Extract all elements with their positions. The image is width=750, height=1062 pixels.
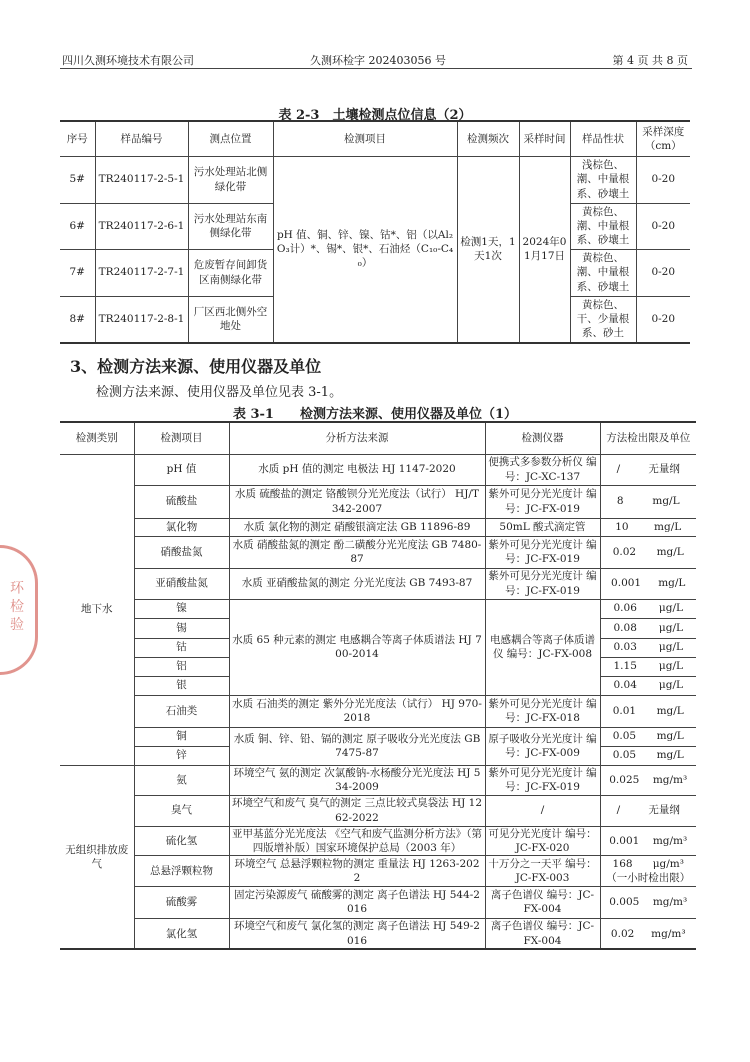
instrument: 电感耦合等离子体质谱仪 编号：JC-FX-008 (485, 599, 600, 695)
limit-value: / (616, 804, 621, 817)
table-row (60, 156, 690, 203)
table-row (60, 536, 696, 568)
detection-limit (600, 795, 696, 826)
limit-unit: mg/L (656, 730, 684, 743)
sample-location: 污水处理站北侧绿化带 (188, 156, 273, 203)
instrument: 50mL 酸式滴定管 (485, 518, 600, 536)
detection-limit (600, 855, 696, 886)
test-frequency: 检测1天，1天1次 (457, 156, 519, 343)
header-divider (60, 68, 692, 69)
sample-properties: 黄棕色、潮、中量根系、砂壤土 (570, 249, 636, 296)
sample-id: TR240117-2-6-1 (95, 203, 188, 249)
instrument: 原子吸收分光光度计 编号：JC-FX-009 (485, 727, 600, 765)
category-groundwater: 地下水 (60, 454, 134, 765)
analysis-method: 水质 铜、锌、铅、镉的测定 原子吸收分光光度法 GB 7475-87 (229, 727, 485, 765)
test-item: 硫化氢 (134, 826, 229, 855)
limit-unit: μg/L (658, 621, 683, 634)
test-item: 锌 (134, 746, 229, 765)
limit-value: 0.04 (613, 679, 637, 692)
detection-limit (600, 765, 696, 795)
sample-number: 8# (60, 296, 95, 343)
column-header: 样品性状 (570, 121, 636, 156)
analysis-method: 水质 氯化物的测定 硝酸银滴定法 GB 11896-89 (229, 518, 485, 536)
test-item: 镍 (134, 599, 229, 618)
limit-value: 168 (612, 857, 633, 870)
detection-limit (600, 657, 696, 676)
detection-limit (600, 485, 696, 518)
sample-number: 6# (60, 203, 95, 249)
table-row (60, 485, 696, 518)
limit-unit: mg/L (656, 545, 684, 558)
table-row (60, 599, 696, 618)
limit-value: 8 (616, 495, 624, 508)
analysis-method: 环境空气和废气 氯化氢的测定 离子色谱法 HJ 549-2016 (229, 918, 485, 949)
analysis-method: 水质 亚硝酸盐氮的测定 分光光度法 GB 7493-87 (229, 568, 485, 599)
sample-properties: 浅棕色、潮、中量根系、砂壤土 (570, 156, 636, 203)
column-header: 方法检出限及单位 (600, 422, 696, 454)
test-item: 氯化物 (134, 518, 229, 536)
analysis-method: 环境空气 总悬浮颗粒物的测定 重量法 HJ 1263-2022 (229, 855, 485, 886)
method-table (60, 421, 696, 950)
column-header: 检测仪器 (485, 422, 600, 454)
limit-unit: mg/m³ (652, 834, 688, 847)
sample-number: 5# (60, 156, 95, 203)
column-header: 测点位置 (188, 121, 273, 156)
detection-limit (600, 454, 696, 485)
sample-location: 污水处理站东南侧绿化带 (188, 203, 273, 249)
limit-unit: mg/m³ (652, 896, 688, 909)
table-row (60, 795, 696, 826)
analysis-method: 环境空气和废气 臭气的测定 三点比较式臭袋法 HJ 1262-2022 (229, 795, 485, 826)
test-item: 臭气 (134, 795, 229, 826)
limit-value: 0.005 (609, 896, 640, 909)
analysis-method: 水质 硫酸盐的测定 铬酸钡分光光度法（试行） HJ/T 342-2007 (229, 485, 485, 518)
limit-unit: mg/L (652, 495, 680, 508)
instrument: 十万分之一天平 编号：JC-FX-003 (485, 855, 600, 886)
instrument: 紫外可见分光光度计 编号：JC-FX-019 (485, 536, 600, 568)
instrument: 紫外可见分光光度计 编号：JC-FX-018 (485, 695, 600, 727)
limit-value: 0.08 (613, 621, 637, 634)
sample-properties: 黄棕色、干、少量根系、砂土 (570, 296, 636, 343)
table-2-3-title: 表 2-3 土壤检测点位信息（2） (278, 108, 472, 123)
instrument: 可见分光光度计 编号：JC-FX-020 (485, 826, 600, 855)
table-row (60, 695, 696, 727)
detection-limit (600, 727, 696, 746)
test-item: pH 值 (134, 454, 229, 485)
limit-unit: mg/L (654, 520, 682, 533)
test-item: 钴 (134, 638, 229, 657)
instrument: 离子色谱仪 编号：JC-FX-004 (485, 918, 600, 949)
limit-unit: mg/m³ (651, 927, 686, 940)
limit-value: 0.02 (610, 927, 635, 940)
detection-limit (600, 695, 696, 727)
limit-value: 0.001 (611, 577, 642, 590)
sample-id: TR240117-2-5-1 (95, 156, 188, 203)
limit-unit: mg/L (658, 577, 686, 590)
instrument: 便携式多参数分析仪 编号：JC-XC-137 (485, 454, 600, 485)
limit-value: / (616, 463, 621, 476)
analysis-method: 固定污染源废气 硫酸雾的测定 离子色谱法 HJ 544-2016 (229, 886, 485, 918)
table-row (60, 886, 696, 918)
limit-unit: mg/L (656, 749, 684, 762)
limit-value: 1.15 (613, 660, 637, 673)
soil-sampling-table (60, 120, 690, 344)
limit-unit: mg/L (656, 704, 684, 717)
detection-limit (600, 918, 696, 949)
test-item: 亚硝酸盐氮 (134, 568, 229, 599)
limit-note: （一小时检出限） (606, 871, 691, 884)
limit-value: 0.02 (612, 545, 637, 558)
page-number: 第 4 页 共 8 页 (612, 54, 688, 67)
company-name: 四川久测环境技术有限公司 (62, 54, 194, 67)
limit-unit: mg/m³ (652, 773, 688, 786)
table-row (60, 765, 696, 795)
test-item: 总悬浮颗粒物 (134, 855, 229, 886)
analysis-method: 亚甲基蓝分光光度法 《空气和废气监测分析方法》（第四版增补版）国家环境保护总局（2003 年） (229, 826, 485, 855)
detection-limit (600, 886, 696, 918)
column-header: 样品编号 (95, 121, 188, 156)
column-header: 采样时间 (519, 121, 570, 156)
test-item: 铜 (134, 727, 229, 746)
detection-limit (600, 826, 696, 855)
section-heading: 3、检测方法来源、使用仪器及单位 (70, 357, 322, 376)
detection-limit (600, 676, 696, 695)
instrument: 紫外可见分光光度计 编号：JC-FX-019 (485, 568, 600, 599)
sampling-depth: 0-20 (636, 296, 690, 343)
detection-limit (600, 536, 696, 568)
analysis-method: 水质 pH 值的测定 电极法 HJ 1147-2020 (229, 454, 485, 485)
limit-value: 0.01 (612, 704, 637, 717)
sampling-depth: 0-20 (636, 203, 690, 249)
test-items: pH 值、铜、锌、镍、钴*、铝（以Al₂O₃计）*、锡*、银*、石油烃（C₁₀-C₄₀） (273, 156, 457, 343)
limit-value: 0.05 (612, 749, 637, 762)
sample-location: 厂区西北侧外空地处 (188, 296, 273, 343)
column-header: 检测项目 (134, 422, 229, 454)
column-header: 分析方法来源 (229, 422, 485, 454)
detection-limit (600, 618, 696, 638)
sampling-depth: 0-20 (636, 156, 690, 203)
sample-location: 危废暂存间卸货区南侧绿化带 (188, 249, 273, 296)
detection-limit (600, 568, 696, 599)
detection-limit (600, 599, 696, 618)
table-row (60, 918, 696, 949)
test-item: 硫酸雾 (134, 886, 229, 918)
test-item: 石油类 (134, 695, 229, 727)
instrument: / (485, 795, 600, 826)
table-row (60, 568, 696, 599)
limit-unit: 无量纲 (648, 804, 680, 817)
table-row (60, 454, 696, 485)
sample-id: TR240117-2-8-1 (95, 296, 188, 343)
limit-unit: μg/L (658, 641, 683, 654)
analysis-method: 水质 硝酸盐氮的测定 酚二磺酸分光光度法 GB 7480-87 (229, 536, 485, 568)
limit-value: 0.03 (613, 641, 637, 654)
sampling-time: 2024年01月17日 (519, 156, 570, 343)
table-3-1-title: 表 3-1 检测方法来源、使用仪器及单位（1） (232, 407, 518, 422)
test-item: 硫酸盐 (134, 485, 229, 518)
test-item: 氯化氢 (134, 918, 229, 949)
limit-unit: μg/L (658, 660, 683, 673)
test-item: 铝 (134, 657, 229, 676)
detection-limit (600, 518, 696, 536)
test-item: 氨 (134, 765, 229, 795)
limit-unit: μg/L (658, 602, 683, 615)
limit-unit: μg/L (658, 679, 683, 692)
limit-value: 0.05 (612, 730, 637, 743)
sampling-depth: 0-20 (636, 249, 690, 296)
column-header: 检测项目 (273, 121, 457, 156)
column-header: 检测类别 (60, 422, 134, 454)
column-header: 检测频次 (457, 121, 519, 156)
column-header: 采样深度（cm） (636, 121, 690, 156)
instrument: 离子色谱仪 编号：JC-FX-004 (485, 886, 600, 918)
limit-value: 0.025 (609, 773, 640, 786)
analysis-method: 环境空气 氨的测定 次氯酸钠-水杨酸分光光度法 HJ 534-2009 (229, 765, 485, 795)
table-row (60, 518, 696, 536)
limit-unit: μg/m³ (652, 857, 684, 870)
analysis-method: 水质 石油类的测定 紫外分光光度法（试行） HJ 970-2018 (229, 695, 485, 727)
section-paragraph: 检测方法来源、使用仪器及单位见表 3-1。 (96, 385, 343, 400)
limit-value: 0.001 (609, 834, 640, 847)
sample-number: 7# (60, 249, 95, 296)
test-item: 锡 (134, 618, 229, 638)
table-row (60, 855, 696, 886)
test-item: 银 (134, 676, 229, 695)
table-row (60, 826, 696, 855)
test-item: 硝酸盐氮 (134, 536, 229, 568)
limit-value: 10 (615, 520, 629, 533)
sample-properties: 黄棕色、潮、中量根系、砂壤土 (570, 203, 636, 249)
detection-limit (600, 746, 696, 765)
limit-unit: 无量纲 (648, 463, 680, 476)
report-number: 久测环检字 202403056 号 (310, 54, 446, 67)
category-fugitive-gas: 无组织排放废气 (60, 765, 134, 949)
table-row (60, 727, 696, 746)
sample-id: TR240117-2-7-1 (95, 249, 188, 296)
seal-text: 环 检 验 (8, 580, 24, 631)
limit-value: 0.06 (613, 602, 637, 615)
instrument: 紫外可见分光光度计 编号：JC-FX-019 (485, 485, 600, 518)
instrument: 紫外可见分光光度计 编号：JC-FX-019 (485, 765, 600, 795)
analysis-method: 水质 65 种元素的测定 电感耦合等离子体质谱法 HJ 700-2014 (229, 599, 485, 695)
detection-limit (600, 638, 696, 657)
column-header: 序号 (60, 121, 95, 156)
